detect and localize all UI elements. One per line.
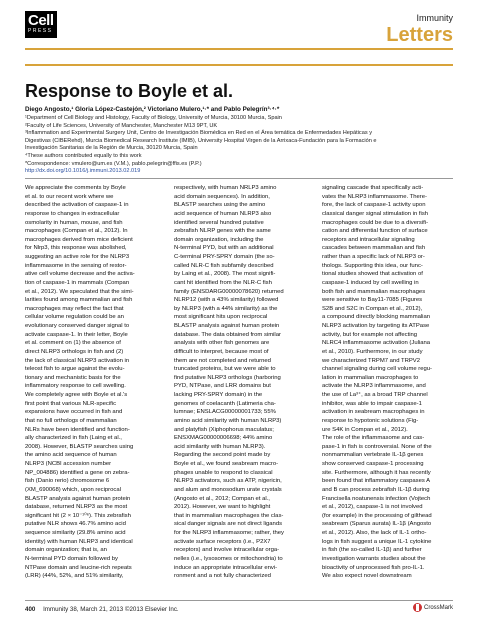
body-text-line: difficult to interpret, because most of xyxy=(174,348,269,355)
header-rule xyxy=(25,48,453,50)
body-text-line: significant hit (2 × 10⁻¹⁰⁶). This zebrafish xyxy=(25,512,131,519)
body-text-line: ENSXMAG00000006698; 44% amino xyxy=(174,435,273,442)
body-text-line: (Angosto et al., 2012; Compan et al., xyxy=(174,495,270,502)
body-text-line: et al., 2012). Also, the lack of IL-1 ortho- xyxy=(322,530,427,536)
correspondence: *Correspondence: vmulero@um.es (V.M.), pablo.pelegrin@ffis.es (P.P.) xyxy=(25,160,202,167)
body-text-line: et al., 2010). Furthermore, in our study xyxy=(322,348,423,355)
body-text-line: N-terminal PYD, but with an additional xyxy=(174,245,274,252)
body-text-line: we characterized TRPM7 and TRPV2 xyxy=(322,357,421,364)
body-text-line: NLRP12 (with a 43% similarity) followed xyxy=(174,297,279,304)
body-text-line: the use of La³⁺, as a broad TRP channel xyxy=(322,392,428,398)
body-text-line: fore, the lack of caspase-1 activity upon xyxy=(322,202,426,209)
body-text-line: signaling cascade that specifically acti- xyxy=(322,185,424,191)
body-text-line: macrophages (Compan et al., 2012). In xyxy=(25,228,128,235)
body-text-line: The role of the inflammasome and cas- xyxy=(322,435,425,442)
body-text-line: the lack of classical NLRP3 activation in xyxy=(25,357,130,364)
body-text-line: activate caspase-1. In their letter, Boyle xyxy=(25,331,128,338)
body-text-line: a compound directly blocking mammalian xyxy=(322,314,431,321)
body-text-line: (LRR) (44%, 52%, and 51% similarity, xyxy=(25,573,124,580)
body-text-line: (for example) in the processing of gilthead xyxy=(322,512,432,519)
body-text-line: receptors and intracellular signaling xyxy=(322,236,415,243)
body-text-line: direct NLRP3 orthologs in fish and (2) xyxy=(25,348,124,355)
body-column-3 xyxy=(322,184,459,581)
body-text-line: investigation warrants studies about the xyxy=(322,555,426,562)
body-text-line: tional studies showed that activation of xyxy=(322,271,423,278)
body-text-line: 2012). However, we want to highlight xyxy=(174,504,271,511)
body-text-line: induce an appropriate intracellular envi- xyxy=(174,564,278,571)
body-text-line: response to changes in extracellular xyxy=(25,210,120,217)
body-text-line: inhibitor, was able to impair caspase-1 xyxy=(322,400,422,407)
body-text-line: S2B and S2C in Compan et al., 2012), xyxy=(322,305,423,312)
body-text-line: lation in mammalian macrophages to xyxy=(322,374,419,381)
body-text-line: We completely agree with Boyle et al.'s xyxy=(25,392,128,398)
body-text-line: and platyfish (Xiphophorus maculatus; xyxy=(174,426,274,433)
body-text-line: ative cell volume decrease and the activa- xyxy=(25,271,135,278)
logo-wordmark: Cell xyxy=(28,12,54,29)
body-text-line: and B can process zebrafish IL-1β during xyxy=(322,486,430,493)
journal-citation: Immunity 38, March 21, 2013 ©2013 Elsevier Inc. xyxy=(43,606,179,613)
body-text-line: rather than a specific lack of NLRP3 or- xyxy=(322,254,425,260)
body-text-line: most significant hits upon reciprocal xyxy=(174,314,268,321)
body-text-line: NLRs have been identified and function- xyxy=(25,426,130,433)
body-text-line: amino acid similarity with human NLRP3) xyxy=(174,417,282,424)
body-text-line: were sensitive to Bay11-7085 (Figures xyxy=(322,297,423,304)
body-text-line: cation and differential function of surface xyxy=(322,228,428,235)
body-text-line: We also expect novel downstream xyxy=(322,573,412,580)
body-text-line: truncated proteins, but we were able to xyxy=(174,366,276,373)
body-text-line: described the activation of caspase-1 in xyxy=(25,202,129,209)
body-text-line: NP_004886) identified a gene on zebra- xyxy=(25,469,130,476)
body-text-line: fish (Danio rerio) chromosome 6 xyxy=(25,478,110,485)
body-text-line: genomes of coelacanth (Latimeria cha- xyxy=(174,400,276,407)
body-text-line: the amino acid sequence of human xyxy=(25,452,117,459)
body-text-line: NLRC4 inflammasome activation (Juliana xyxy=(322,340,431,347)
body-text-line: sical danger signals are not direct ligands xyxy=(174,521,283,528)
body-text-line: evolutionary conserved danger signal to xyxy=(25,323,130,329)
body-text-line: that in mammalian macrophages the clas- xyxy=(174,512,284,519)
body-text-line: macrophages may reflect the fact that xyxy=(25,305,124,312)
body-text-line: called NLR-C fish subfamily described xyxy=(174,262,274,269)
body-text-line: phages unable to respond to classical xyxy=(174,469,273,476)
body-text-line: cascades between mammalian and fish xyxy=(322,245,426,252)
body-text-line: ronment and a not fully characterized xyxy=(174,573,271,580)
article-title: Response to Boyle et al. xyxy=(25,81,234,101)
body-text-line: sequence similarity (29.8% amino acid xyxy=(25,530,126,536)
body-text-line: and alum and monosodium urate crystals xyxy=(174,486,282,493)
header-rule-lower xyxy=(25,64,453,66)
equal-contribution-note: ⁴These authors contributed equally to this work xyxy=(25,152,142,159)
body-text-line: NTPase domain and leucine-rich repeats xyxy=(25,564,132,571)
body-text-line: thologs. Supporting this idea, our func- xyxy=(322,262,423,269)
body-text-line: caspase-1 induced by cell swelling in xyxy=(322,279,419,286)
body-text-line: cant hit identified from the NLR-C fish xyxy=(174,279,272,286)
journal-name: Immunity xyxy=(416,13,453,23)
body-text-line: site. Furthermore, although it has recently xyxy=(322,469,431,476)
body-text-line: nelles (i.e., lysosomes or mitochondria) to xyxy=(174,555,283,562)
body-text-line: acid similarity with human NLRP3). xyxy=(174,443,266,450)
affiliation-line: Investigación Sanitarias de la Región de Murcia, 30120 Murcia, Spain xyxy=(25,145,198,152)
body-text-line: both fish and mammalian macrophages xyxy=(322,288,426,295)
body-text-line: been found that inflammatory caspases A xyxy=(322,478,431,485)
body-text-line: teleost fish to argue against the evolu- xyxy=(25,366,125,373)
body-text-line: N-terminal PYD domain followed by xyxy=(25,555,118,562)
body-text-line: NLRP3 (NCBI accession number xyxy=(25,461,112,467)
affiliation-line: Digestivas (CIBERehd), Murcia Biomedical Research Institute (IMIB), University Hospital Virgen de la Arrixaca-Fundación para la Formación e xyxy=(25,137,377,144)
body-text-line: ally characterized in fish (Laing et al., xyxy=(25,435,122,442)
body-text-line: tionary and mechanistic basis for the xyxy=(25,374,121,381)
body-text-line: et al. to our recent work where we xyxy=(25,193,114,200)
body-text-line: cellular volume regulation could be an xyxy=(25,314,124,321)
body-text-line: receptors) and involve intracellular orga- xyxy=(174,547,280,554)
body-text-line: et al., 2012), caspase-1 is not involved xyxy=(322,504,423,511)
affiliations xyxy=(25,115,455,176)
body-text-line: 2008). However, BLASTP searches using xyxy=(25,443,134,450)
body-text-line: putative NLR shows 46.7% amino acid xyxy=(25,521,126,528)
body-text-line: BLASTP analysis against human protein xyxy=(25,495,131,502)
body-text-line: C-terminal PRY-SPRY domain (the so- xyxy=(174,254,275,260)
body-text-line: for Nlrp3, this response was abolished, xyxy=(25,245,127,252)
body-text-line: macrophages derived from mice deficient xyxy=(25,236,133,243)
body-text-line: activity, but for example not affecting xyxy=(322,331,418,338)
author-list: Diego Angosto,¹ Gloria López-Castejón,² Victoriano Mulero,¹·* and Pablo Pelegrín³·⁴·* xyxy=(25,106,280,113)
body-text-line: activate the NLRP3 inflammasome, and xyxy=(322,383,426,390)
page-number: 400 xyxy=(25,606,36,613)
body-text-line: et al. comment on (1) the absence of xyxy=(25,340,121,347)
body-text-line: expansions have occurred in fish and xyxy=(25,409,123,416)
body-text-line: activation in seabream macrophages in xyxy=(322,409,425,416)
body-text-line: We appreciate the comments by Boyle xyxy=(25,185,126,191)
body-text-line: response to hypotonic solutions (Fig- xyxy=(322,417,419,424)
affiliation-line: ¹Department of Cell Biology and Histology, Faculty of Biology, University of Murcia, 30100 Murcia, Spain xyxy=(25,115,282,121)
body-text-line: lumnae; ENSLACG00000001733; 55% xyxy=(174,409,276,416)
body-text-line: identity) with human NLRP3 and identical xyxy=(25,538,133,545)
section-title: Letters xyxy=(386,24,453,46)
body-text-line: inflammasome in the sensing of restor- xyxy=(25,262,127,269)
crossmark-badge[interactable] xyxy=(413,603,453,612)
body-text-line: Regarding the second point made by xyxy=(174,452,271,459)
body-text-line: domain organization; that is, an xyxy=(25,547,107,554)
page-footer xyxy=(25,606,179,613)
logo-subtext: PRESS xyxy=(28,28,53,34)
body-text-line: acid sequence of human NLRP3 also xyxy=(174,210,272,217)
body-text-line: that no full orthologs of mammalian xyxy=(25,417,117,424)
body-text-line: in fish (the so-called IL-1β) and further xyxy=(322,547,422,554)
body-text-line: database, returned NLRP3 as the most xyxy=(25,504,128,511)
body-text-line: pase-1 in fish is controversial. None of the xyxy=(322,443,432,450)
body-text-line: inflammatory response to cell swelling. xyxy=(25,383,126,390)
body-text-line: ure S4K in Compan et al., 2012). xyxy=(322,426,408,433)
body-text-line: osmolarity in human, mouse, and fish xyxy=(25,219,123,226)
body-text-line: acid domain sequences). In addition, xyxy=(174,193,270,200)
body-text-line: BLASTP searches using the amino xyxy=(174,202,266,209)
body-text-line: tion of caspase-1 in mammals (Compan xyxy=(25,279,130,286)
body-text-line: identified several hundred putative xyxy=(174,219,264,226)
body-text-line: respectively, with human NRLP3 amino xyxy=(174,185,277,191)
body-text-line: et al., 2012). We speculated that the simi- xyxy=(25,288,134,295)
body-text-line: logs in fish suggest a unique IL-1 cytokine xyxy=(322,538,432,545)
body-text-line: seabream (Sparus aurata) IL-1β (Angosto xyxy=(322,521,432,528)
body-text-line: analysis with other fish genomes are xyxy=(174,340,270,347)
body-text-line: vates the NLRP3 inflammasome. There- xyxy=(322,193,427,200)
divider xyxy=(25,178,453,179)
body-text-line: BLASTP analysis against human protein xyxy=(174,323,280,329)
body-text-line: nonmammalian vertebrate IL-1β genes xyxy=(322,452,424,459)
body-text-line: activate surface receptors (i.e., P2X7 xyxy=(174,538,271,545)
body-text-line: them are not completed and returned xyxy=(174,357,271,364)
body-text-line: channel signaling during cell volume regu- xyxy=(322,366,433,373)
body-text-line: domain organization, including the xyxy=(174,236,264,243)
body-text-line: Boyle et al., we found seabream macro- xyxy=(174,461,279,467)
body-column-2 xyxy=(174,184,311,581)
footer-rule xyxy=(25,600,453,601)
body-text-line: macrophages could be due to a diversifi- xyxy=(322,219,429,226)
body-column-1 xyxy=(25,184,162,581)
body-text-line: NLRP3 activation by targeting its ATPase xyxy=(322,323,430,329)
body-text-line: lacking PRY-SPRY domain) in the xyxy=(174,392,263,398)
body-text-line: database. The data obtained from similar xyxy=(174,331,281,338)
crossmark-label: CrossMark xyxy=(423,604,453,611)
body-text-line: zebrafish NLRP genes with the same xyxy=(174,228,271,235)
crossmark-icon xyxy=(413,603,422,612)
body-text-line: larities found among mammalian and fish xyxy=(25,297,133,304)
body-text-line: find putative NLRP3 orthologs (harboring xyxy=(174,374,281,381)
body-text-line: by Laing et al., 2008). The most signifi- xyxy=(174,271,276,278)
affiliation-line: ³Inflammation and Experimental Surgery Unit, Centro de Investigación Biomédica en Red en el Área temática de Enfermedades Hepáticas y xyxy=(25,130,372,137)
body-text-line: first point that various NLR-specific xyxy=(25,400,117,407)
body-text-line: family (ENSDARG00000078620) returned xyxy=(174,288,284,295)
cell-press-logo xyxy=(25,11,57,38)
body-text-line: suggesting an active role for the NLRP3 xyxy=(25,254,130,260)
body-text-line: NLRP3 activators, such as ATP, nigericin, xyxy=(174,478,282,485)
body-text-line: bioactivity of unprocessed fish pro-IL-1. xyxy=(322,564,425,571)
body-text-line: PYD, NTPase, and LRR domains but xyxy=(174,383,271,390)
affiliation-line: ²Faculty of Life Sciences, University of Manchester, Manchester M13 9PT, UK xyxy=(25,122,218,129)
body-text-line: show conserved caspase-1 processing xyxy=(322,461,424,467)
body-text-line: for the NLRP3 inflammasome; rather, they xyxy=(174,530,285,536)
body-text-line: Francisella noatunensis infection (Vojtech xyxy=(322,495,431,502)
body-text-line: (XM_690068) which, upon reciprocal xyxy=(25,486,121,493)
body-text-line: by NLRP3 (with a 44% similarity) as the xyxy=(174,305,278,312)
doi-link[interactable]: http://dx.doi.org/10.1016/j.immuni.2013.02.019 xyxy=(25,168,141,175)
body-text-line: classical danger signal stimulation in fish xyxy=(322,210,429,217)
